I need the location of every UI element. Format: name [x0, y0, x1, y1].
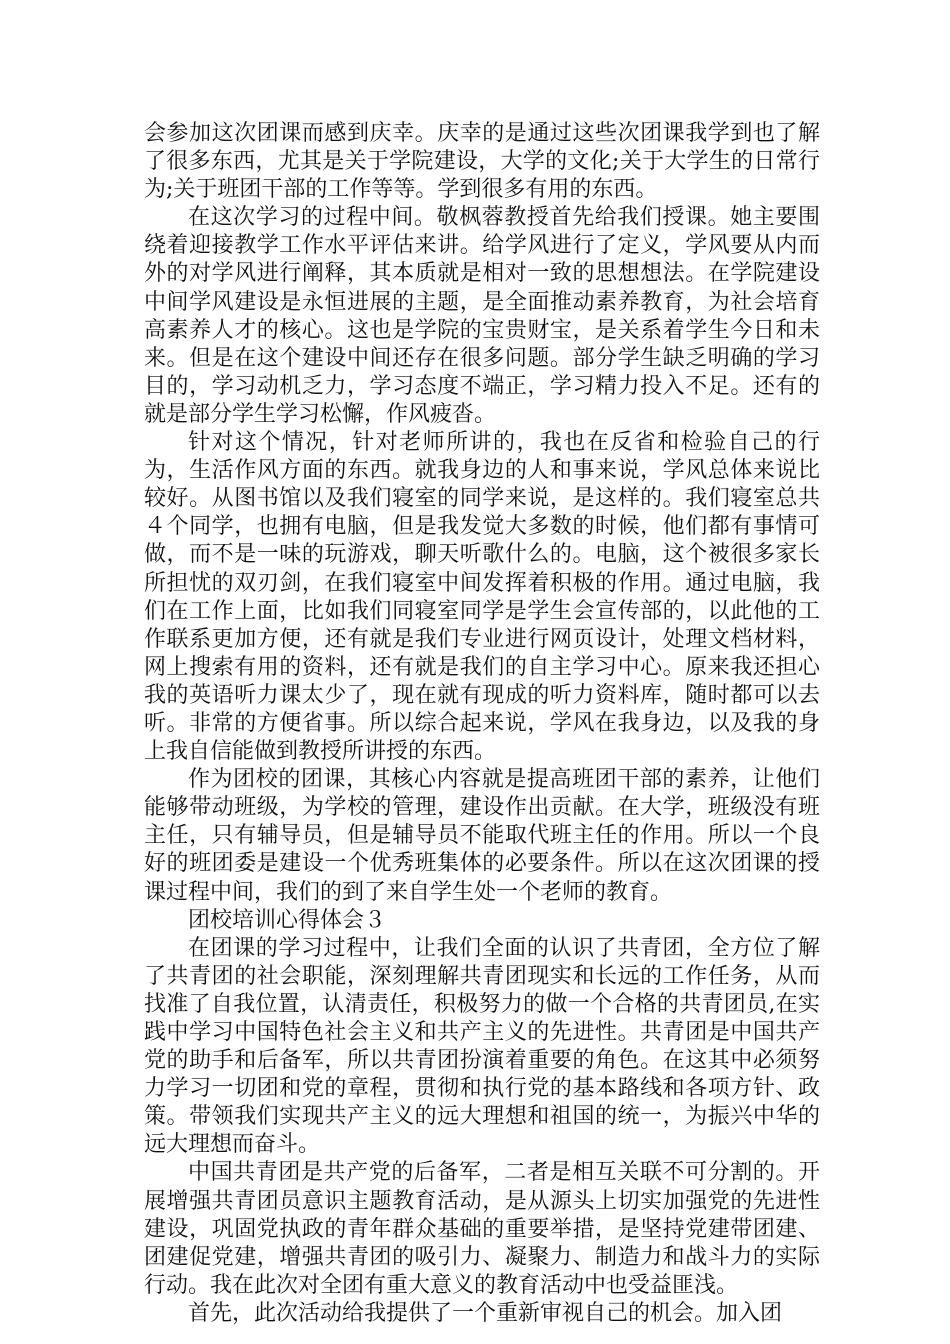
paragraph-3: 针对这个情况，针对老师所讲的，我也在反省和检验自己的行为，生活作风方面的东西。就我身边的人和事来说，学风总体来说比较好。从图书馆以及我们寝室的同学来说，是这样的。我们寝室总共４个同学，也拥有电脑，但是我发觉大多数的时候，他们都有事情可做，而不是一味的玩游戏，聊天听歌什么的。电脑，这个被很多家长所担忧的双刃剑，在我们寝室中间发挥着积极的作用。通过电脑，我们在工作上面，比如我们同寝室同学是学生会宣传部的，以此他的工作联系更加方便，还有就是我们专业进行网页设计，处理文档材料，网上搜索有用的资料，还有就是我们的自主学习中心。原来我还担心我的英语听力课太少了，现在就有现成的听力资料库，随时都可以去听。非常的方便省事。所以综合起来说，学风在我身边，以及我的身上我自信能做到教授所讲授的东西。: [144, 430, 820, 765]
section-heading: 团校培训心得体会３: [188, 907, 387, 933]
paragraph-6: 中国共青团是共产党的后备军，二者是相互关联不可分割的。开展增强共青团员意识主题教育活动，是从源头上切实加强党的先进性建设，巩固党执政的青年群众基础的重要举措，是坚持党建带团建、团建促党建，增强共青团的吸引力、凝聚力、制造力和战斗力的实际行动。我在此次对全团有重大意义的教育活动中也受益匪浅。: [144, 1160, 820, 1298]
paragraph-5: 在团课的学习过程中，让我们全面的认识了共青团，全方位了解了共青团的社会职能，深刻理解共青团现实和长远的工作任务，从而找准了自我位置，认清责任，积极努力的做一个合格的共青团员,在实践中学习中国特色社会主义和共产主义的先进性。共青团是中国共产党的助手和后备军，所以共青团扮演着重要的角色。在这其中必须努力学习一切团和党的章程，贯彻和执行党的基本路线和各项方针、政策。带领我们实现共产主义的远大理想和祖国的统一，为振兴中华的远大理想而奋斗。: [144, 935, 820, 1158]
paragraph-4: 作为团校的团课，其核心内容就是提高班团干部的素养，让他们能够带动班级，为学校的管理，建设作出贡献。在大学，班级没有班主任，只有辅导员，但是辅导员不能取代班主任的作用。所以一个良好的班团委是建设一个优秀班集体的必要条件。所以在这次团课的授课过程中间，我们的到了来自学生处一个老师的教育。: [144, 767, 820, 905]
document-page: [144, 120, 820, 1328]
paragraph-2: 在这次学习的过程中间。敬枫蓉教授首先给我们授课。她主要围绕着迎接教学工作水平评估来讲。给学风进行了定义，学风要从内而外的对学风进行阐释，其本质就是相对一致的思想想法。在学院建设中间学风建设是永恒进展的主题，是全面推动素养教育，为社会培育高素养人才的核心。这也是学院的宝贵财宝，是关系着学生今日和未来。但是在这个建设中间还存在很多问题。部分学生缺乏明确的学习目的，学习动机乏力，学习态度不端正，学习精力投入不足。还有的就是部分学生学习松懈，作风疲沓。: [144, 205, 820, 427]
paragraph-1: 会参加这次团课而感到庆幸。庆幸的是通过这些次团课我学到也了解了很多东西，尤其是关于学院建设，大学的文化;关于大学生的日常行为;关于班团干部的工作等等。学到很多有用的东西。: [144, 121, 820, 203]
paragraph-7: 首先，此次活动给我提供了一个重新审视自己的机会。加入团: [188, 1300, 783, 1326]
